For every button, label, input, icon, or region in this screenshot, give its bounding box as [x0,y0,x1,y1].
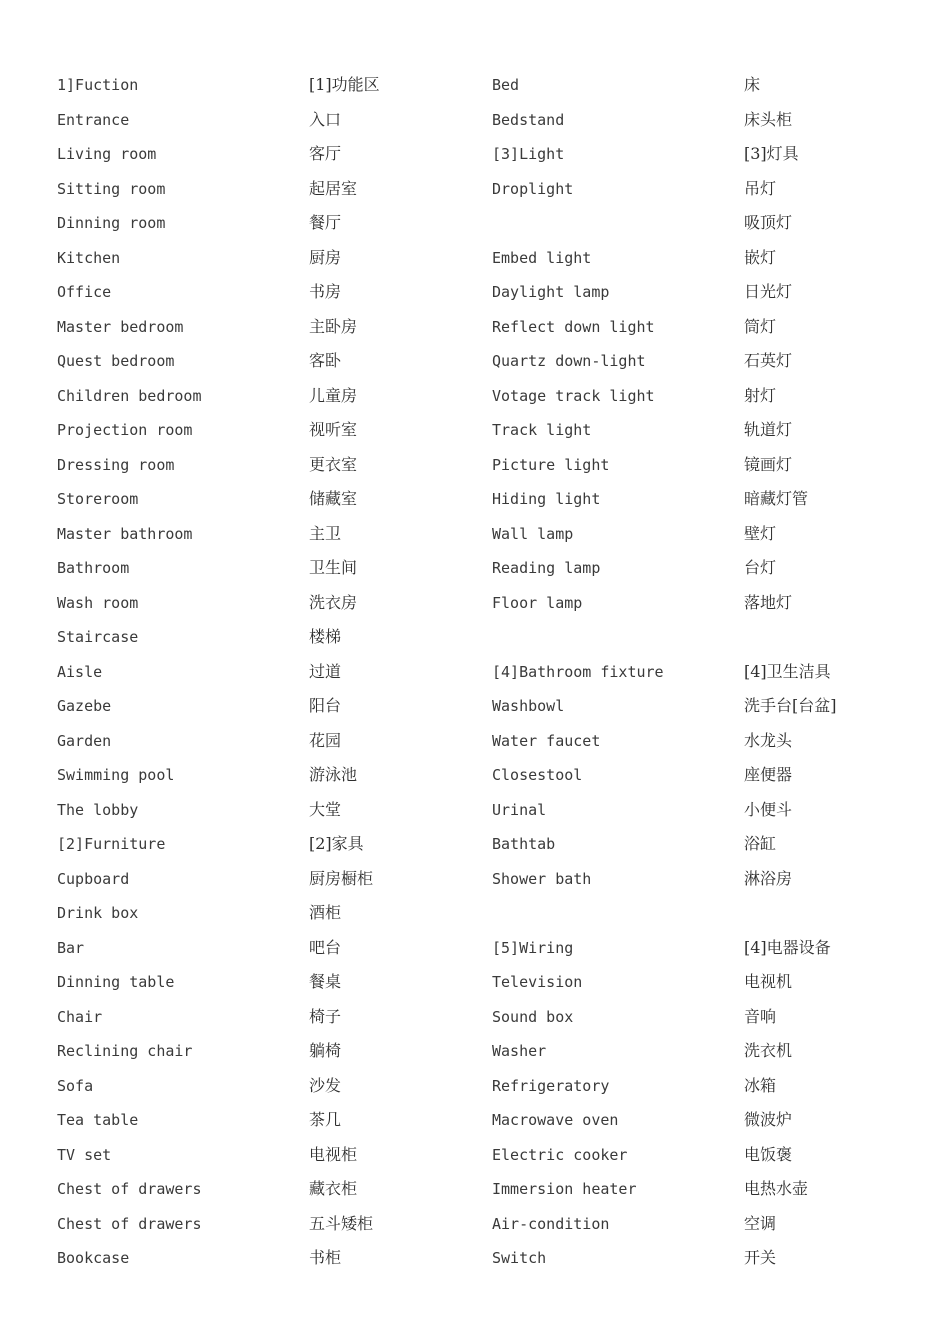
vocab-entry: Chair [57,1007,103,1026]
vocab-entry: Bookcase [57,1249,130,1267]
vocab-entry: Picture light [492,455,610,474]
vocab-entry: Wash room [57,593,139,612]
vocab-entry: 五斗矮柜 [309,1213,374,1233]
vocab-entry: 书房 [309,282,342,301]
vocab-entry: Hiding light [492,490,601,508]
vocab-entry: [3]Light [492,145,565,163]
vocab-entry: 嵌灯 [744,247,777,267]
vocab-entry: 吧台 [309,937,342,957]
vocab-entry: [1]功能区 [309,75,380,94]
vocab-entry: 轨道灯 [744,420,793,439]
vocab-entry: 起居室 [309,178,358,198]
vocab-entry: 茶几 [309,1110,342,1129]
vocab-entry: 座便器 [744,765,793,784]
vocab-entry: 书柜 [309,1248,342,1267]
vocab-entry: Refrigeratory [492,1076,610,1095]
vocab-entry: Bathtab [492,835,556,853]
vocab-entry: 阳台 [309,696,342,715]
vocab-entry: Water faucet [492,731,601,750]
vocab-entry: [5]Wiring [492,938,574,957]
vocab-entry: 视听室 [309,420,358,439]
vocab-entry: 花园 [309,730,342,750]
vocab-entry: 客厅 [309,144,342,163]
vocab-entry: Air-condition [492,1214,610,1233]
vocab-entry: Droplight [492,179,574,198]
vocab-entry: 储藏室 [309,489,358,508]
vocab-entry: 水龙头 [744,730,793,750]
vocab-entry: Shower bath [492,869,592,888]
vocab-entry: Bar [57,938,85,957]
vocabulary-table [57,68,894,1276]
vocab-entry: [2]Furniture [57,835,166,853]
vocab-entry: 餐桌 [309,972,342,991]
vocab-entry: 淋浴房 [744,868,793,888]
vocab-entry: Bed [492,76,520,94]
vocab-entry: 日光灯 [744,282,793,301]
vocab-entry: Embed light [492,248,592,267]
vocab-entry: 台灯 [744,558,777,577]
vocab-entry: Storeroom [57,490,139,508]
vocab-entry: 更衣室 [309,454,358,474]
vocab-entry: Bathroom [57,559,130,577]
vocab-entry: Master bathroom [57,524,193,543]
vocab-entry: [4]Bathroom fixture [492,662,664,681]
vocab-entry: Garden [57,731,112,750]
vocab-entry: Staircase [57,628,139,646]
vocab-entry: 1]Fuction [57,76,139,94]
vocab-entry: 电饭褒 [744,1144,793,1164]
vocab-entry: 过道 [309,661,342,681]
vocab-entry: Floor lamp [492,593,583,612]
vocab-entry: TV set [57,1145,112,1164]
vocab-entry: Gazebe [57,697,112,715]
vocab-entry: Swimming pool [57,766,175,784]
chinese-column-left [309,68,492,1276]
vocab-entry: Washbowl [492,697,565,715]
vocab-entry: 射灯 [744,385,777,405]
vocab-entry: Office [57,283,112,301]
vocab-entry: 镜画灯 [744,454,793,474]
vocab-entry: 床头柜 [744,109,793,129]
vocab-entry: 筒灯 [744,316,777,336]
vocab-entry: 酒柜 [309,903,342,922]
vocab-entry: Votage track light [492,386,655,405]
vocab-entry: Kitchen [57,248,121,267]
vocab-entry: 石英灯 [744,351,793,370]
vocab-entry: Drink box [57,904,139,922]
vocab-entry: Urinal [492,800,547,819]
vocab-entry: Sound box [492,1007,574,1026]
vocab-entry: Sitting room [57,179,166,198]
vocab-entry: Quartz down-light [492,352,646,370]
vocab-entry: 游泳池 [309,765,358,784]
vocab-entry [492,206,744,241]
vocab-entry: Macrowave oven [492,1111,619,1129]
vocab-entry: 吊灯 [744,178,777,198]
vocab-entry: Bedstand [492,110,565,129]
english-column-left [57,68,309,1276]
vocab-entry: 厨房橱柜 [309,868,374,888]
vocab-entry: Dinning table [57,973,175,991]
vocab-entry: 音响 [744,1006,777,1026]
vocab-entry: Projection room [57,421,193,439]
vocab-entry: 床 [744,75,761,94]
vocab-entry: Living room [57,145,157,163]
vocab-entry: Switch [492,1249,547,1267]
vocab-entry: Sofa [57,1076,94,1095]
vocab-entry: Chest of drawers [57,1180,202,1198]
vocab-entry: 暗藏灯管 [744,489,809,508]
vocab-entry [492,620,744,655]
vocab-entry: 壁灯 [744,523,777,543]
vocab-entry: Entrance [57,110,130,129]
chinese-column-right [744,68,894,1276]
vocab-entry: [3]灯具 [744,144,799,163]
vocab-entry: Closestool [492,766,583,784]
vocab-entry: 电热水壶 [744,1179,809,1198]
vocab-entry: 落地灯 [744,592,793,612]
vocab-entry: 沙发 [309,1075,342,1095]
vocab-entry: 躺椅 [309,1041,342,1060]
vocab-entry: Television [492,973,583,991]
vocab-entry: 入口 [309,109,342,129]
vocab-entry: Cupboard [57,869,130,888]
vocab-entry: 电视机 [744,972,793,991]
vocab-entry: Reclining chair [57,1042,193,1060]
vocab-entry: Dinning room [57,214,166,232]
vocab-entry: The lobby [57,800,139,819]
vocab-entry: 小便斗 [744,799,793,819]
vocab-entry: Track light [492,421,592,439]
vocab-entry: Immersion heater [492,1180,637,1198]
vocab-entry: 主卧房 [309,316,358,336]
vocab-entry: 洗手台[台盆] [744,696,837,715]
vocab-entry: [4]卫生洁具 [744,661,831,681]
vocab-entry: Children bedroom [57,386,202,405]
vocab-entry: 浴缸 [744,834,777,853]
vocab-entry: 洗衣房 [309,592,358,612]
vocab-entry: Tea table [57,1111,139,1129]
vocab-entry: 儿童房 [309,385,358,405]
vocab-entry: 主卫 [309,523,342,543]
vocab-entry: [2]家具 [309,834,364,853]
vocab-entry: Chest of drawers [57,1214,202,1233]
vocab-entry: 餐厅 [309,213,342,232]
vocab-entry: 微波炉 [744,1110,793,1129]
vocab-entry: 冰箱 [744,1075,777,1095]
vocab-entry: 洗衣机 [744,1041,793,1060]
vocab-entry: 吸顶灯 [744,213,793,232]
vocab-entry: 空调 [744,1213,777,1233]
vocab-entry: Aisle [57,662,103,681]
vocab-entry: 卫生间 [309,558,358,577]
vocab-entry: 电视柜 [309,1144,358,1164]
vocab-entry: 椅子 [309,1006,342,1026]
vocab-entry: 藏衣柜 [309,1179,358,1198]
vocab-entry [492,896,744,931]
vocab-entry: Master bedroom [57,317,184,336]
vocab-entry: Quest bedroom [57,352,175,370]
vocab-entry [744,896,894,931]
vocab-entry: Dressing room [57,455,175,474]
vocab-entry: Wall lamp [492,524,574,543]
vocab-entry [744,620,894,655]
vocab-entry: 开关 [744,1248,777,1267]
vocab-entry: [4]电器设备 [744,937,831,957]
vocab-entry: Electric cooker [492,1145,628,1164]
vocab-entry: 厨房 [309,247,342,267]
vocab-entry: Washer [492,1042,547,1060]
vocab-entry: Daylight lamp [492,283,610,301]
vocab-entry: 客卧 [309,351,342,370]
vocab-entry: Reading lamp [492,559,601,577]
vocab-entry: 大堂 [309,799,342,819]
english-column-right [492,68,744,1276]
vocab-entry: Reflect down light [492,317,655,336]
vocab-entry: 楼梯 [309,627,342,646]
